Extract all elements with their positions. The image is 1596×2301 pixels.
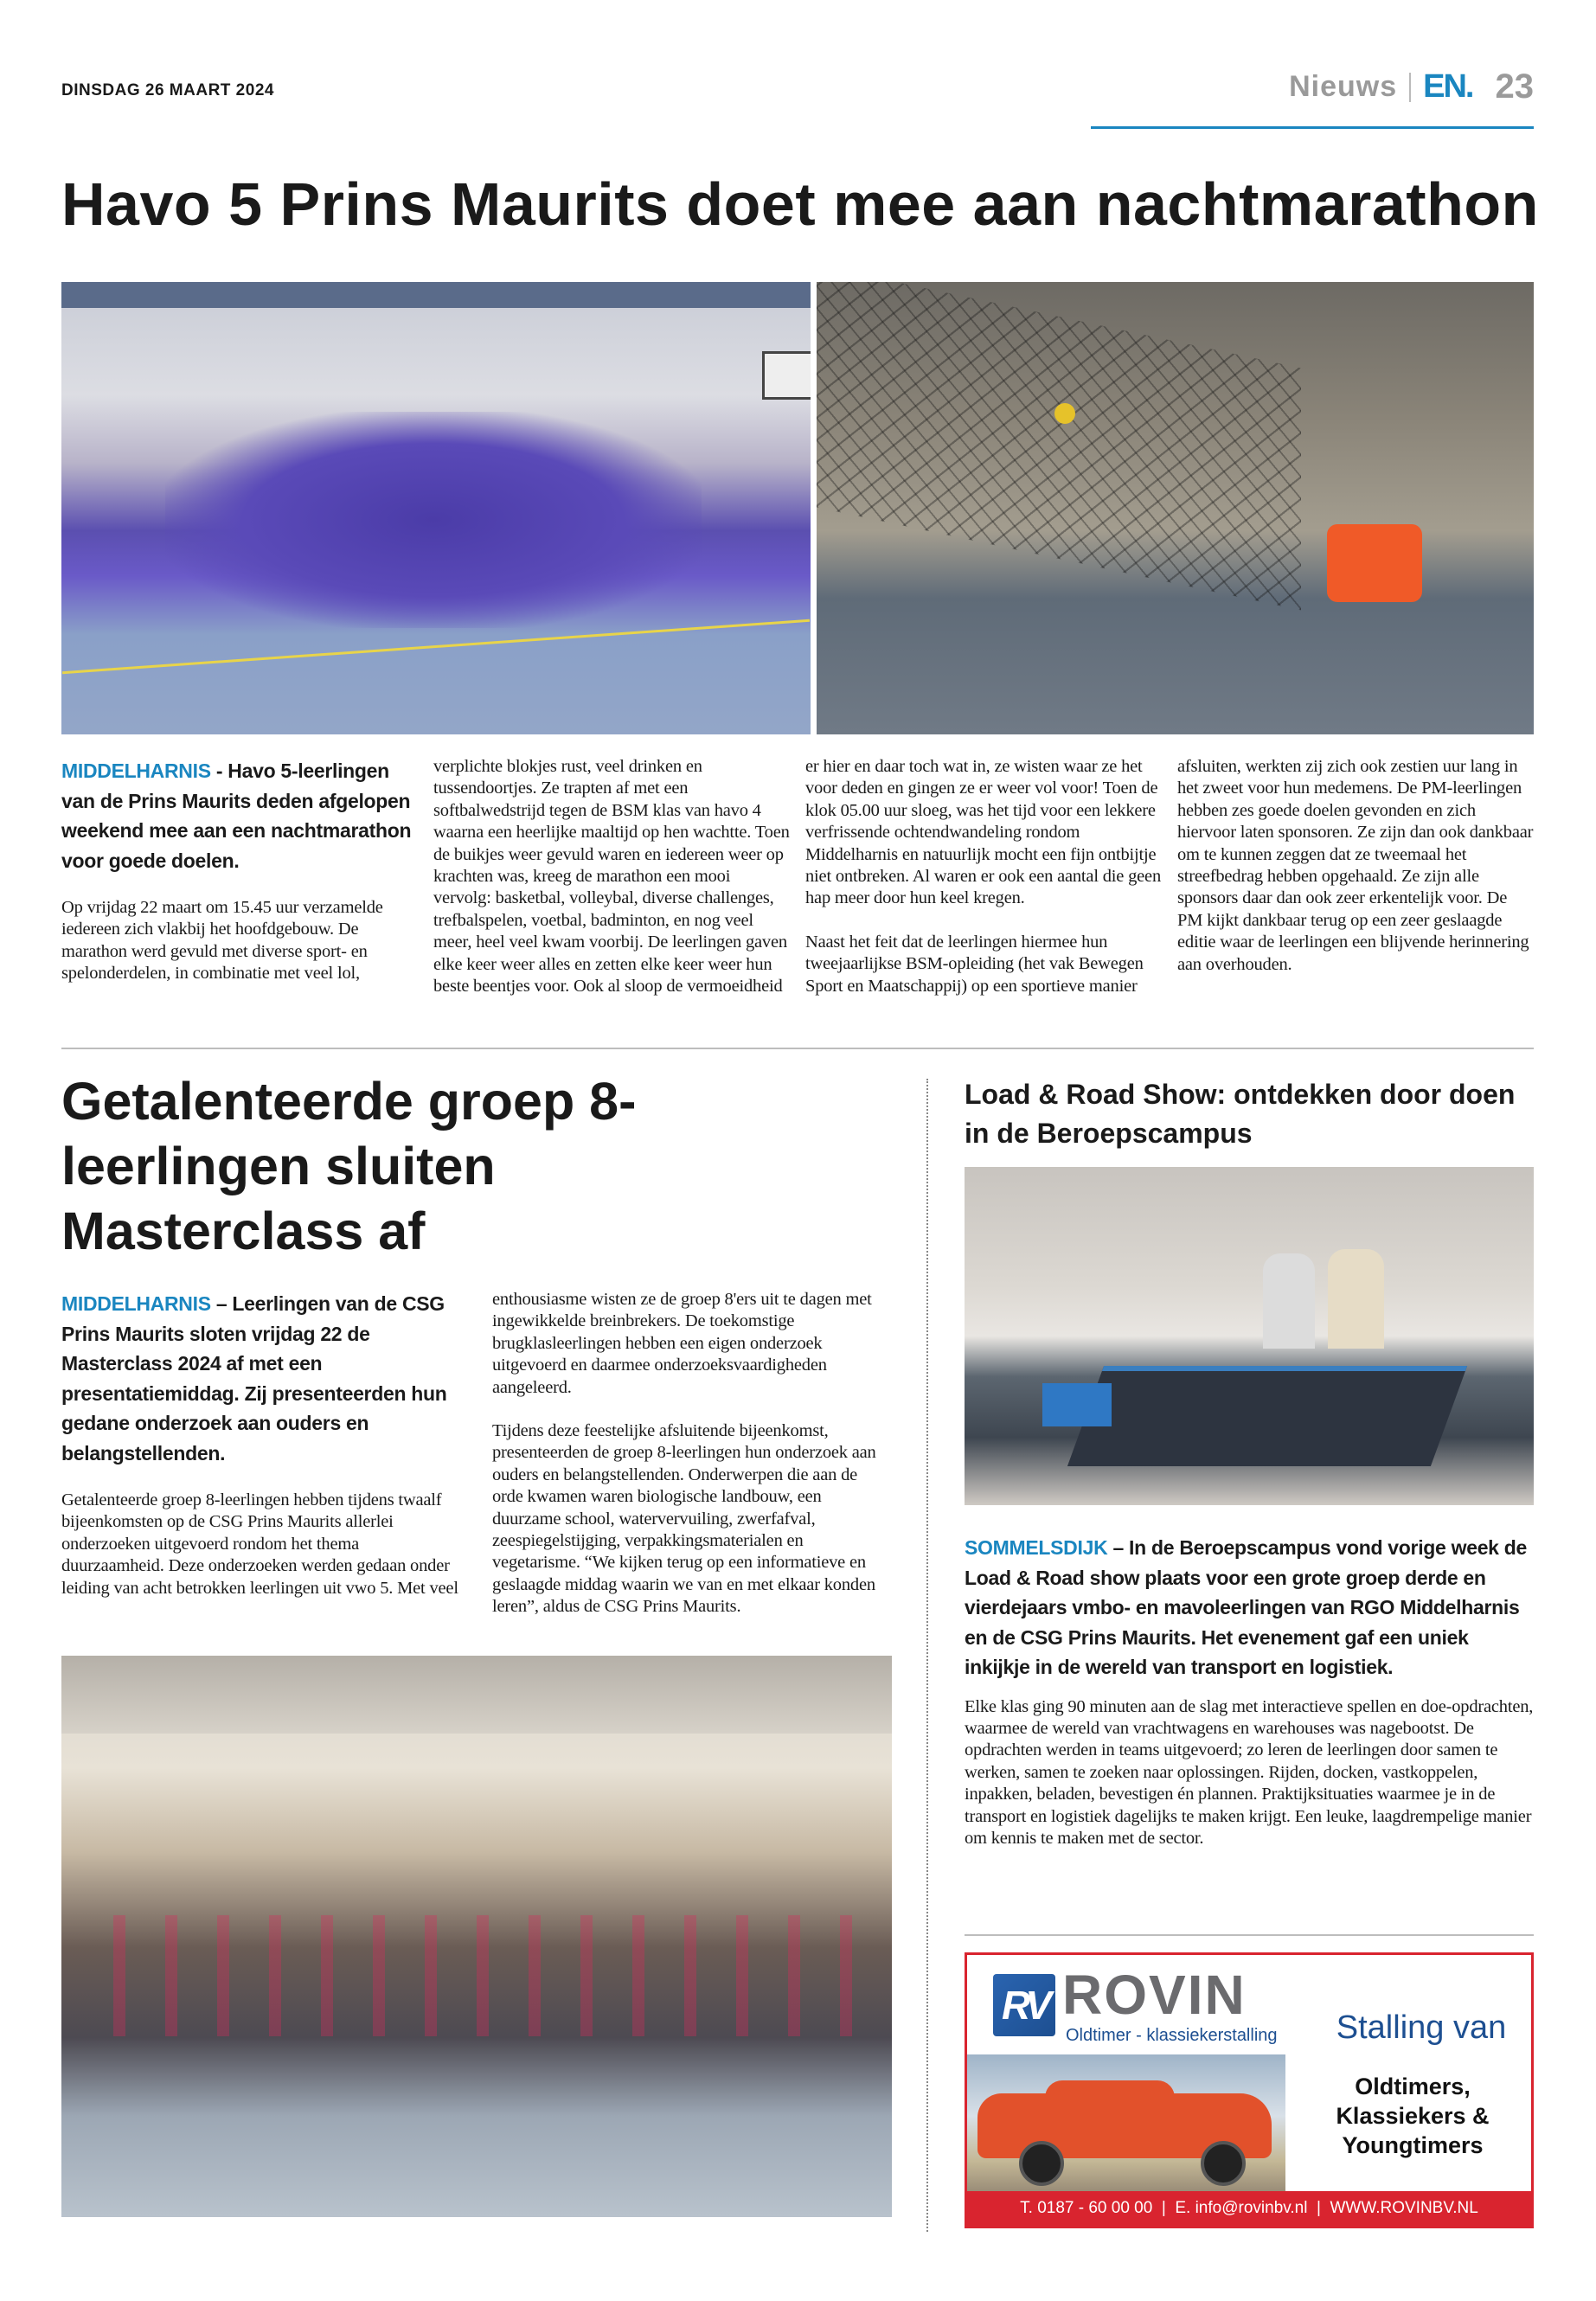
article2-paragraph: Getalenteerde groep 8-leerlingen hebben tijdens twaalf bijeenkomsten op de CSG Prins Maurits allerlei onderzoeken uitgevoerd rondom het thema duurzaamheid. Deze onderzoeken werden gedaan onder leiding van acht betrokken leerlingen uit vwo 5. Met veel enthousiasme wisten ze de groep 8'ers uit te dagen met ingewikkelde breinbrekers. De toekomstige brugklasleerlingen hebben een eigen onderzoek uitgevoerd en daarmee onderzoeksvaardigheden aangeleerd. [61,1290,872,1598]
article3-title: Load & Road Show: ontdekken door doen in de Beroepscampus [965,1079,1516,1149]
ad-car-photo [967,2054,1285,2191]
photo-masterclass-group [61,1656,892,2217]
article2-title: Getalenteerde groep 8-leerlingen sluiten Masterclass af [61,1072,637,1260]
ad-headline: Stalling van [1336,2009,1507,2046]
rovin-tagline: Oldtimer - klassiekerstalling [1066,2026,1278,2045]
photo-group-gym [61,282,811,734]
article2-body [61,1289,892,1619]
article1-body [61,756,1534,997]
column-divider [926,1079,928,2232]
issue-date: DINSDAG 26 MAART 2024 [61,81,274,99]
section-divider [61,1048,1534,1049]
header-rule [1091,126,1534,129]
section-label: Nieuws [1289,70,1398,103]
rovin-logo-mark: RV [993,1974,1055,2036]
masthead [1289,67,1534,106]
rovin-brand: ROVIN [1062,1964,1247,2026]
photo-volleyball [817,282,1534,734]
article2-paragraph: Tijdens deze feestelijke afsluitende bijeenkomst, presenteerden de groep 8-leerlingen hun onderzoek aan ouders en belangstellenden. Onderwerpen die aan de orde kwamen waren biologische landbouw, een duurzame school, watervervuiling, zwerfafval, zeespiegelstijging, verpakkingsmaterialen en vegetarisme. “We kijken terug op een informatieve en geslaagde middag waarin we van en met elkaar konden leren”, aldus de CSG Prins Maurits. [492,1421,876,1617]
ad-subline: Oldtimers, Klassiekers & Youngtimers [1336,2073,1490,2158]
masthead-divider [1409,73,1411,102]
article1-lede: MIDDELHARNIS - Havo 5-leerlingen van de Prins Maurits deden afgelopen weekend mee aan een nachtmarathon voor goede doelen. [61,760,412,872]
article3-text [965,1533,1534,1849]
article1-paragraph: Op vrijdag 22 maart om 15.45 uur verzamelde iedereen zich vlakbij het hoofdgebouw. De marathon werd gevuld met diverse sport- en spelonderdelen, in combinatie met veel lol, verplichte blokjes rust, veel drinken en tussendoortjes. Ze trapten af met een softbalwedstrijd tegen de BSM klas van havo 4 waarna een heerlijke maaltijd op hen wachtte. Toen de buikjes weer gevuld waren en iedereen weer op krachten was, kreeg de marathon een mooi vervolg: basketbal, volleybal, diverse challenges, trefbalspelen, voetbal, badminton, en nog veel meer, heel veel kwam voorbij. De leerlingen gaven elke keer weer alles en zetten elke keer weer hun beste beentjes voor. Ook al sloop de vermoeidheid er hier en daar toch wat in, ze wisten waar ze het voor deden en gingen ze er weer vol voor! Toen de klok 05.00 uur sloeg, was het tijd voor een lekkere verfrissende ochtendwandeling rondom Middelharnis en natuurlijk mocht een fijn ontbijtje niet ontbreken. Al waren er ook een aantal die geen hap meer door hun keel kregen. [61,757,1162,997]
page-number: 23 [1495,67,1534,106]
article3-body: Elke klas ging 90 minuten aan de slag met interactieve spellen en doe-opdrachten, waarmee de wereld van vrachtwagens en warehouses was nagebootst. De opdrachten werden in teams uitgevoerd; zo leren de leerlingen door samen te werken, samen te zoeken naar oplossingen. Rijden, docken, vastkoppelen, inpakken, beladen, bevestigen én plannen. Praktijksituaties waarmee je in de transport en logistiek dagelijks te maken krijgt. Een leuke, laagdrempelige manier om kennis te maken met de sector. [965,1696,1534,1848]
rovin-advertisement[interactable] [965,1952,1534,2228]
article2-lede: MIDDELHARNIS – Leerlingen van de CSG Prins Maurits sloten vrijdag 22 de Masterclass 2024 af met een presentatiemiddag. Zij presenteerden hun gedane onderzoek aan ouders en belangstellenden. [61,1292,447,1465]
article1-paragraph: Naast het feit dat de leerlingen hiermee hun tweejaarlijkse BSM-opleiding (het vak Bewegen Sport en Maatschappij) op een sportieve manier afsluiten, werkten zij zich ook zestien uur lang in het zweet voor hun medemens. De PM-leerlingen hebben zes goede doelen gevonden en zich hiervoor laten sponsoren. Ze zijn dan ook dankbaar om te kunnen zeggen dat ze tweemaal het streefbedrag hebben opgehaald. Ze zijn alle sponsors daar dan ook zeer erkentelijk voor. De PM kijkt dankbaar terug op een zeer geslaagde editie waar de leerlingen een blijvende herinnering aan overhouden. [805,757,1534,996]
photo-load-road-show [965,1167,1534,1505]
article1-dateline: MIDDELHARNIS [61,760,211,782]
ad-contact-bar[interactable]: T. 0187 - 60 00 00 | E. info@rovinbv.nl | WWW.ROVINBV.NL [967,2191,1531,2226]
newspaper-logo: EN. [1423,68,1473,105]
article3-dateline: SOMMELSDIJK [965,1536,1108,1559]
article3-lede: SOMMELSDIJK – In de Beroepscampus vond vorige week de Load & Road show plaats voor een grote groep derde en vierdejaars vmbo- en mavoleerlingen van RGO Middelharnis en de CSG Prins Maurits. Het evenement gaf een uniek inkijkje in de wereld van transport en logistiek. [965,1536,1528,1678]
ad-divider [965,1934,1534,1936]
article2-dateline: MIDDELHARNIS [61,1292,211,1315]
article1-title: Havo 5 Prins Maurits doet mee aan nachtmarathon [61,170,1539,238]
